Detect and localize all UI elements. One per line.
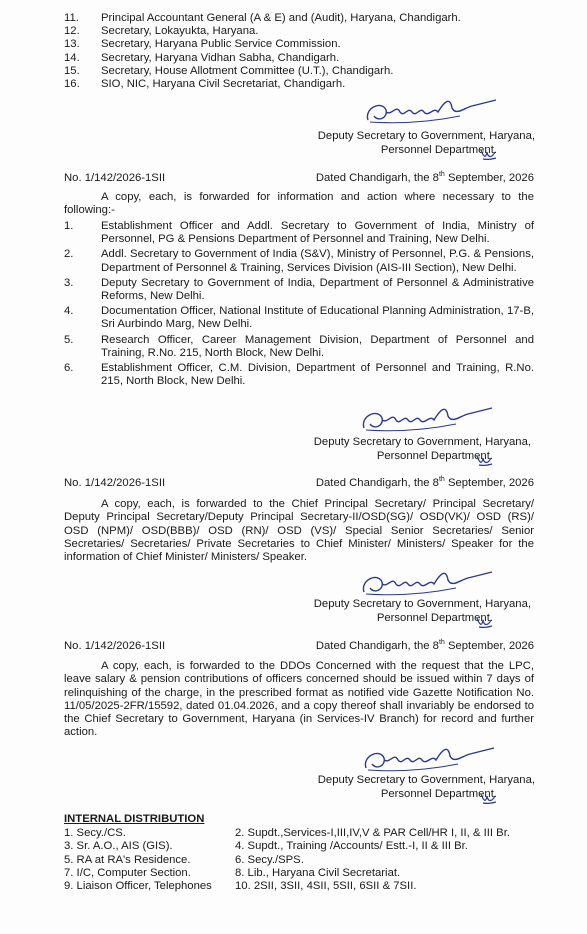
list-item: 1. Secy./CS. 2. Supdt.,Services-I,III,IV,V & PAR Cell/HR I, II, & III Br. (64, 827, 510, 839)
internal-distribution-list (64, 827, 544, 893)
forwarding-paragraph: A copy, each, is forwarded for information and action where necessary to the following:- (64, 191, 534, 217)
list-item: 3. Sr. A.O., AIS (GIS). 4. Supdt., Training /Accounts/ Estt.-I, II & III Br. (64, 840, 468, 853)
signature-block: Deputy Secretary to Government, Haryana, Personnel Department. (313, 598, 531, 624)
list-item: 6. Establishment Officer, C.M. Division, Department of Personnel and Training, R.No. 215, North Block, New Delhi. (64, 362, 534, 388)
dated-line: Dated Chandigarh, the 8th September, 2026 (315, 476, 534, 489)
list-item: 5. Research Officer, Career Management Division, Department of Personnel and Training, R.No. 215, North Block, New Delhi. (64, 333, 534, 359)
handwritten-signature (356, 400, 496, 440)
forwarding-list (64, 220, 534, 388)
list-item: 5. RA at RA's Residence. 6. Secy./SPS. (64, 853, 304, 866)
initials-mark (474, 614, 494, 630)
internal-distribution-heading: INTERNAL DISTRIBUTION (64, 813, 205, 825)
forwarding-paragraph: A copy, each, is forwarded to the Chief Principal Secretary/ Principal Secretary/ Deputy Principal Secretary/Deputy Principal Secretary-II/OSD(SG)/ OSD(VK)/ OSD (RS)/ OSD (NPM)/ OSD(BBB)/ OSD (RN)/ OSD (VS)/ Special Senior Secretaries/ Senior Secretaries/ Secretaries/ Private Secretaries to Chief Minister/ Ministers/ Speaker for the information of Chief Minister/ Ministers/ Speaker. (64, 498, 534, 564)
handwritten-signature (360, 92, 500, 132)
signature-block: Deputy Secretary to Government, Haryana, Personnel Department. (313, 436, 531, 462)
list-item: 2. Addl. Secretary to Government of India (S&V), Ministry of Personnel, P.G. & Pensions, Department of Personnel & Training, Services Division (AIS-III Section), New Delhi. (64, 248, 534, 274)
dated-line: Dated Chandigarh, the 8th September, 2026 (315, 171, 534, 184)
top-distribution-list (64, 12, 542, 91)
forwarding-paragraph: A copy, each, is forwarded to the DDOs Concerned with the request that the LPC, leave salary & pension contributions of officers concerned should be issued within 7 days of relinquishing of the charge, in the prescribed format as notified vide Gazette Notification No. 11/05/2025-2FR/15592, dated 01.04.2026, and a copy thereof shall invariably be endorsed to the Chief Secretary to Government, Haryana (in Services-IV Branch) for record and further action. (64, 660, 534, 739)
signature-block: Deputy Secretary to Government, Haryana, Personnel Department. (317, 130, 535, 156)
memo-reference-line: No. 1/142/2026-1SII Dated Chandigarh, the 8th September, 2026 (64, 639, 534, 652)
list-item: 12. Secretary, Lokayukta, Haryana. (64, 25, 259, 38)
list-item: 13. Secretary, Haryana Public Service Commission. (64, 38, 341, 51)
initials-mark (478, 790, 498, 806)
initials-mark (478, 146, 498, 162)
memo-reference-line: No. 1/142/2026-1SII Dated Chandigarh, the 8th September, 2026 (64, 171, 534, 184)
list-item: 9. Liaison Officer, Telephones 10. 2SII, 3SII, 4SII, 5SII, 6SII & 7SII. (64, 880, 417, 893)
list-item: 1. Establishment Officer and Addl. Secretary to Government of India, Ministry of Personnel, PG & Pensions Department of Personnel and Training, New Delhi. (64, 220, 534, 246)
list-item: 14. Secretary, Haryana Vidhan Sabha, Chandigarh. (64, 51, 340, 64)
dated-line: Dated Chandigarh, the 8th September, 2026 (315, 639, 534, 652)
list-item: 4. Documentation Officer, National Institute of Educational Planning Administration, 17-B, Sri Aurbindo Marg, New Delhi. (64, 305, 534, 331)
list-item: 7. I/C, Computer Section. 8. Lib., Haryana Civil Secretariat. (64, 866, 401, 879)
list-item: 15. Secretary, House Allotment Committee (U.T.), Chandigarh. (64, 64, 394, 77)
signature-block: Deputy Secretary to Government, Haryana, Personnel Department. (317, 774, 535, 800)
list-item: 11. Principal Accountant General (A & E) and (Audit), Haryana, Chandigarh. (64, 12, 461, 24)
initials-mark (474, 452, 494, 468)
memo-reference-line: No. 1/142/2026-1SII Dated Chandigarh, the 8th September, 2026 (64, 476, 534, 489)
list-item: 3. Deputy Secretary to Government of India, Department of Personnel & Administrative Reforms, New Delhi. (64, 276, 534, 303)
list-item: 16. SIO, NIC, Haryana Civil Secretariat, Chandigarh. (64, 78, 346, 91)
